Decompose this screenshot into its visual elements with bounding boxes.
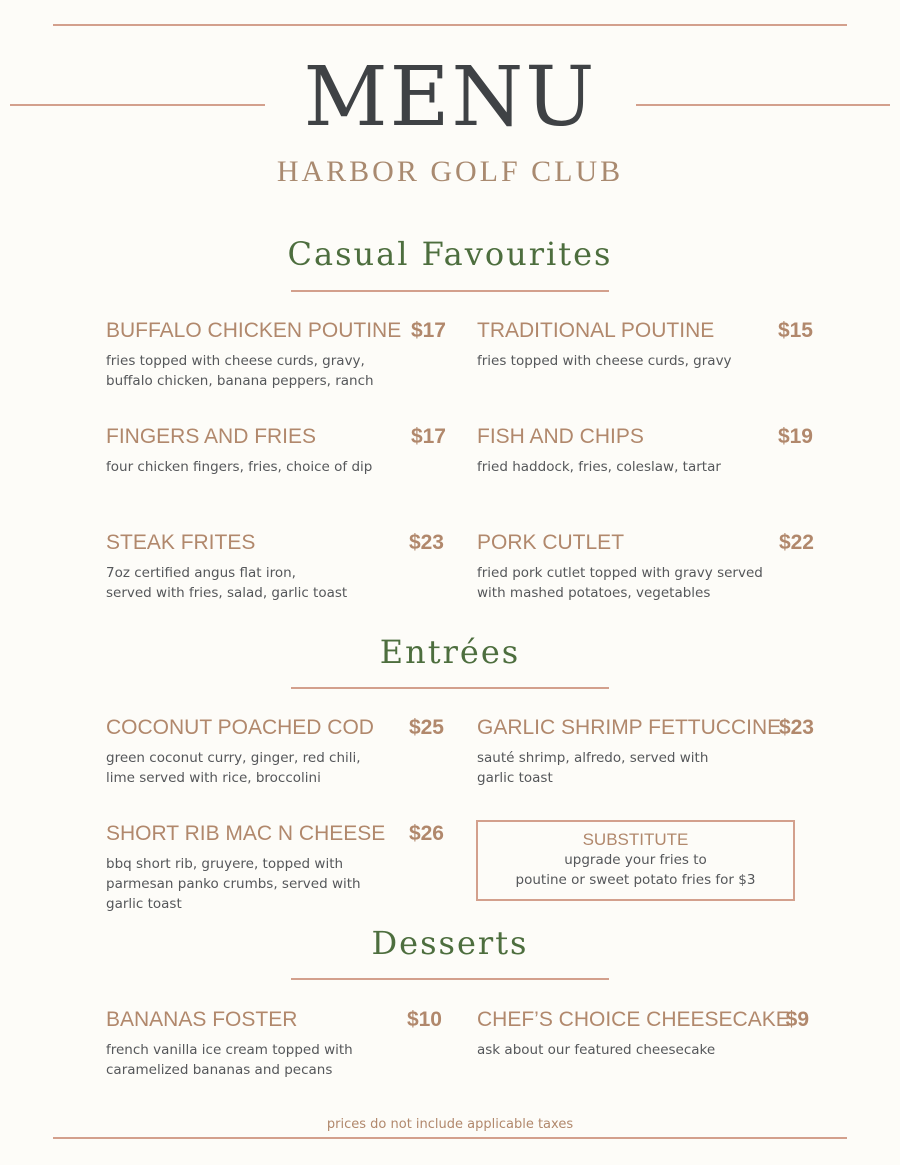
description-line: with mashed potatoes, vegetables bbox=[477, 585, 711, 601]
description-line: garlic toast bbox=[106, 896, 182, 912]
description-line: four chicken fingers, fries, choice of dip bbox=[106, 459, 373, 475]
menu-item-name: BUFFALO CHICKEN POUTINE bbox=[106, 319, 402, 342]
substitute-title: SUBSTITUTE bbox=[582, 830, 689, 849]
bottom-divider bbox=[53, 1137, 847, 1139]
menu-item-name: STEAK FRITES bbox=[106, 531, 256, 554]
description-line: 7oz certified angus flat iron, bbox=[106, 565, 296, 581]
page-title: MENU bbox=[303, 50, 597, 145]
menu-item-description bbox=[106, 854, 426, 914]
substitute-box bbox=[476, 820, 795, 901]
menu-item-price: $15 bbox=[777, 319, 813, 342]
restaurant-name: HARBOR GOLF CLUB bbox=[276, 155, 624, 188]
menu-item-price: $23 bbox=[778, 716, 814, 739]
substitute-line: upgrade your fries to bbox=[564, 852, 707, 868]
menu-item-name: CHEF’S CHOICE CHEESECAKE bbox=[477, 1008, 790, 1031]
description-line: garlic toast bbox=[477, 770, 553, 786]
menu-item-name: FISH AND CHIPS bbox=[477, 425, 644, 448]
menu-item-description bbox=[477, 351, 797, 371]
menu-item-price: $23 bbox=[408, 531, 444, 554]
section-title-desserts: Desserts bbox=[371, 924, 529, 962]
section-divider-entrees bbox=[291, 687, 609, 689]
menu-item-price: $17 bbox=[410, 425, 446, 448]
menu-item-price: $17 bbox=[410, 319, 446, 342]
menu-item-description bbox=[106, 563, 426, 603]
menu-item-name: TRADITIONAL POUTINE bbox=[477, 319, 715, 342]
menu-item-name: PORK CUTLET bbox=[477, 531, 625, 554]
description-line: bbq short rib, gruyere, topped with bbox=[106, 856, 344, 872]
menu-item-price: $22 bbox=[778, 531, 814, 554]
section-divider-desserts bbox=[291, 978, 609, 980]
menu-item-name: COCONUT POACHED COD bbox=[106, 716, 374, 739]
substitute-line: poutine or sweet potato fries for $3 bbox=[515, 872, 756, 888]
description-line: served with fries, salad, garlic toast bbox=[106, 585, 348, 601]
description-line: buffalo chicken, banana peppers, ranch bbox=[106, 373, 374, 389]
menu-item-name: SHORT RIB MAC N CHEESE bbox=[106, 822, 386, 845]
menu-item-description bbox=[477, 457, 797, 477]
section-title-casual-favourites: Casual Favourites bbox=[287, 235, 613, 273]
description-line: green coconut curry, ginger, red chili, bbox=[106, 750, 361, 766]
menu-item-description bbox=[477, 1040, 797, 1060]
top-divider bbox=[53, 24, 847, 26]
menu-item-description bbox=[106, 1040, 426, 1080]
description-line: french vanilla ice cream topped with bbox=[106, 1042, 353, 1058]
menu-item-price: $9 bbox=[785, 1008, 809, 1031]
description-line: ask about our featured cheesecake bbox=[477, 1042, 716, 1058]
description-line: sauté shrimp, alfredo, served with bbox=[477, 750, 709, 766]
description-line: fried haddock, fries, coleslaw, tartar bbox=[477, 459, 721, 475]
menu-item-name: FINGERS AND FRIES bbox=[106, 425, 317, 448]
menu-item-description bbox=[477, 563, 797, 603]
menu-item-description bbox=[477, 748, 797, 788]
description-line: fried pork cutlet topped with gravy served bbox=[477, 565, 763, 581]
menu-item-price: $10 bbox=[406, 1008, 442, 1031]
menu-item-name: BANANAS FOSTER bbox=[106, 1008, 298, 1031]
menu-item-description bbox=[106, 351, 426, 391]
section-divider-casual bbox=[291, 290, 609, 292]
menu-item-price: $19 bbox=[777, 425, 813, 448]
description-line: parmesan panko crumbs, served with bbox=[106, 876, 361, 892]
menu-item-description bbox=[106, 457, 426, 477]
section-title-entrees: Entrées bbox=[379, 633, 521, 671]
tax-note: prices do not include applicable taxes bbox=[326, 1117, 574, 1132]
description-line: lime served with rice, broccolini bbox=[106, 770, 321, 786]
description-line: caramelized bananas and pecans bbox=[106, 1062, 333, 1078]
menu-item-price: $26 bbox=[408, 822, 444, 845]
description-line: fries topped with cheese curds, gravy, bbox=[106, 353, 365, 369]
description-line: fries topped with cheese curds, gravy bbox=[477, 353, 732, 369]
menu-item-price: $25 bbox=[408, 716, 444, 739]
menu-item-description bbox=[106, 748, 426, 788]
menu-item-name: GARLIC SHRIMP FETTUCCINE bbox=[477, 716, 782, 739]
